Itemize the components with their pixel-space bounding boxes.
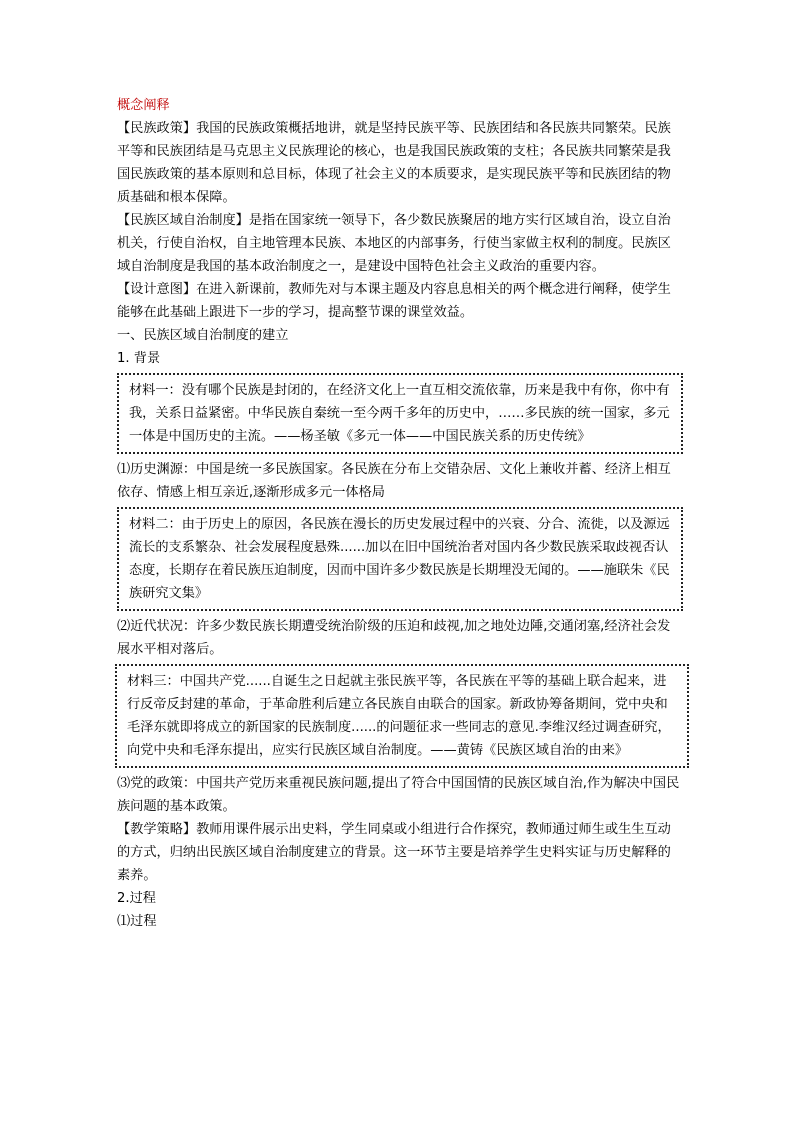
material-3-text: 材料三：中国共产党......自诞生之日起就主张民族平等，各民族在平等的基础上联合起来，进行反帝反封建的革命，于革命胜利后建立各民族自由联合的国家。新政协筹备期间，党中央和毛泽东就即将成立的新国家的民族制度......的问题征求一些同志的意见.李维汉经过调查研究，向党中央和毛泽东提出，应实行民族区域自治制度。——黄铸《民族区域自治的由来》	[127, 674, 671, 758]
concept-ethnic-policy: 【民族政策】我国的民族政策概括地讲，就是坚持民族平等、民族团结和各民族共同繁荣。民族平等和民族团结是马克思主义民族理论的核心，也是我国民族政策的支柱；各民族共同繁荣是我国民族政策的基本原则和总目标，体现了社会主义的本质要求，是实现民族平等和民族团结的物质基础和根本保障。	[117, 121, 671, 205]
concept-regional-autonomy: 【民族区域自治制度】是指在国家统一领导下，各少数民族聚居的地方实行区域自治，设立自治机关，行使自治权，自主地管理本民族、本地区的内部事务，行使当家做主权利的制度。民族区域自治制度是我国的基本政治制度之一，是建设中国特色社会主义政治的重要内容。	[117, 213, 671, 274]
subsection-process-item: ⑴过程	[117, 914, 157, 929]
material-box-3	[115, 664, 689, 768]
point-party-policy: ⑶党的政策：中国共产党历来重视民族问题,提出了符合中国国情的民族区域自治,作为解决中国民族问题的基本政策。	[117, 776, 680, 814]
section-title: 一、民族区域自治制度的建立	[117, 328, 289, 343]
subsection-process-title: 2.过程	[117, 891, 156, 906]
material-box-1	[117, 373, 683, 454]
point-modern-situation: ⑵近代状况：许多少数民族长期遭受统治阶级的压迫和歧视,加之地处边陲,交通闭塞,经济社会发展水平相对落后。	[117, 619, 671, 657]
teaching-strategy: 【教学策略】教师用课件展示出史料，学生同桌或小组进行合作探究，教师通过师生或生生互动的方式，归纳出民族区域自治制度建立的背景。这一环节主要是培养学生史料实证与历史解释的素养。	[117, 822, 671, 883]
subsection-background-title: 1. 背景	[117, 351, 161, 366]
point-historical-origin: ⑴历史渊源：中国是统一多民族国家。各民族在分布上交错杂居、文化上兼收并蓄、经济上相互依存、情感上相互亲近,逐渐形成多元一体格局	[117, 462, 671, 500]
heading-concepts: 概念阐释	[117, 98, 170, 113]
material-1-text: 材料一：没有哪个民族是封闭的，在经济文化上一直互相交流依靠，历来是我中有你，你中有我，关系日益紧密。中华民族自秦统一至今两千多年的历史中，……多民族的统一国家，多元一体是中国历史的主流。——杨圣敏《多元一体——中国民族关系的历史传统》	[129, 383, 670, 444]
material-2-text: 材料二：由于历史上的原因，各民族在漫长的历史发展过程中的兴衰、分合、流徙，以及源远流长的支系繁杂、社会发展程度悬殊......加以在旧中国统治者对国内各少数民族采取歧视否认态度，长期存在着民族压迫制度，因而中国许多少数民族是长期埋没无闻的。——施联朱《民族研究文集》	[129, 517, 670, 601]
material-box-2	[117, 507, 683, 611]
concept-design-intent: 【设计意图】在进入新课前，教师先对与本课主题及内容息息相关的两个概念进行阐释，使学生能够在此基础上跟进下一步的学习，提高整节课的课堂效益。	[117, 282, 671, 320]
